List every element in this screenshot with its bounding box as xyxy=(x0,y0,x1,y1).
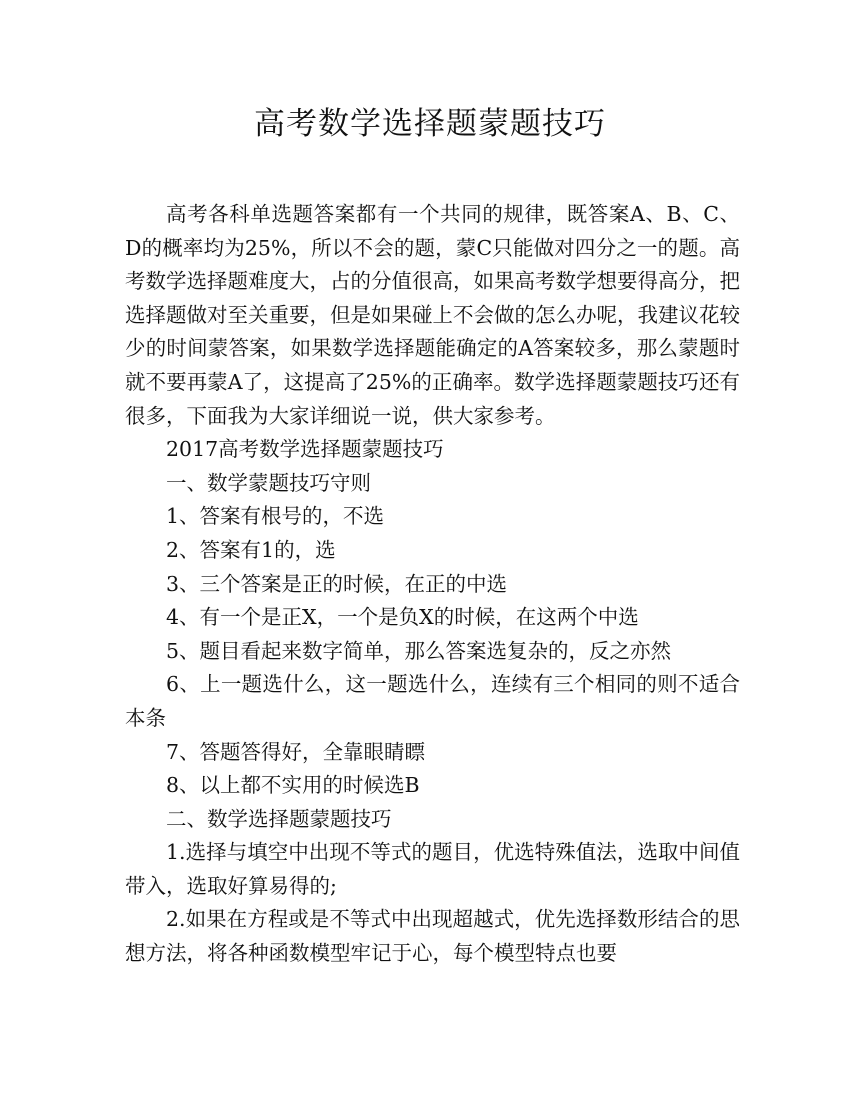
document-title: 高考数学选择题蒙题技巧 xyxy=(254,106,606,142)
rule-item: 7、答题答得好，全靠眼睛瞟 xyxy=(166,739,426,764)
rule-item: 1、答案有根号的，不选 xyxy=(166,504,385,529)
rule-item: 8、以上都不实用的时候选B xyxy=(166,773,420,798)
section-heading-2017: 2017高考数学选择题蒙题技巧 xyxy=(166,437,444,462)
rule-item: 3、三个答案是正的时候，在正的中选 xyxy=(166,571,508,596)
rule-item: 6、上一题选什么，这一题选什么，连续有三个相同的则不适合本条 xyxy=(125,672,740,730)
section-heading-tips: 二、数学选择题蒙题技巧 xyxy=(166,806,392,831)
section-heading-rules: 一、数学蒙题技巧守则 xyxy=(166,470,371,495)
document-body xyxy=(125,198,740,971)
rule-item: 4、有一个是正X，一个是负X的时候，在这两个中选 xyxy=(166,605,639,630)
tip-item: 1.选择与填空中出现不等式的题目，优选特殊值法，选取中间值带入，选取好算易得的; xyxy=(125,840,740,898)
tip-item: 2.如果在方程或是不等式中出现超越式，优先选择数形结合的思想方法，将各种函数模型牢记于心，每个模型特点也要 xyxy=(125,907,740,966)
intro-paragraph: 高考各科单选题答案都有一个共同的规律，既答案A、B、C、D的概率均为25%，所以不会的题，蒙C只能做对四分之一的题。高考数学选择题难度大，占的分值很高，如果高考数学想要得高分，把选择题做对至关重要，但是如果碰上不会做的怎么办呢，我建议花较少的时间蒙答案，如果数学选择题能确定的A答案较多，那么蒙题时就不要再蒙A了，这提高了25%的正确率。数学选择题蒙题技巧还有很多，下面我为大家详细说一说，供大家参考。 xyxy=(125,202,740,428)
rule-item: 5、题目看起来数字简单，那么答案选复杂的，反之亦然 xyxy=(166,638,672,663)
rule-item: 2、答案有1的，选 xyxy=(166,537,336,562)
